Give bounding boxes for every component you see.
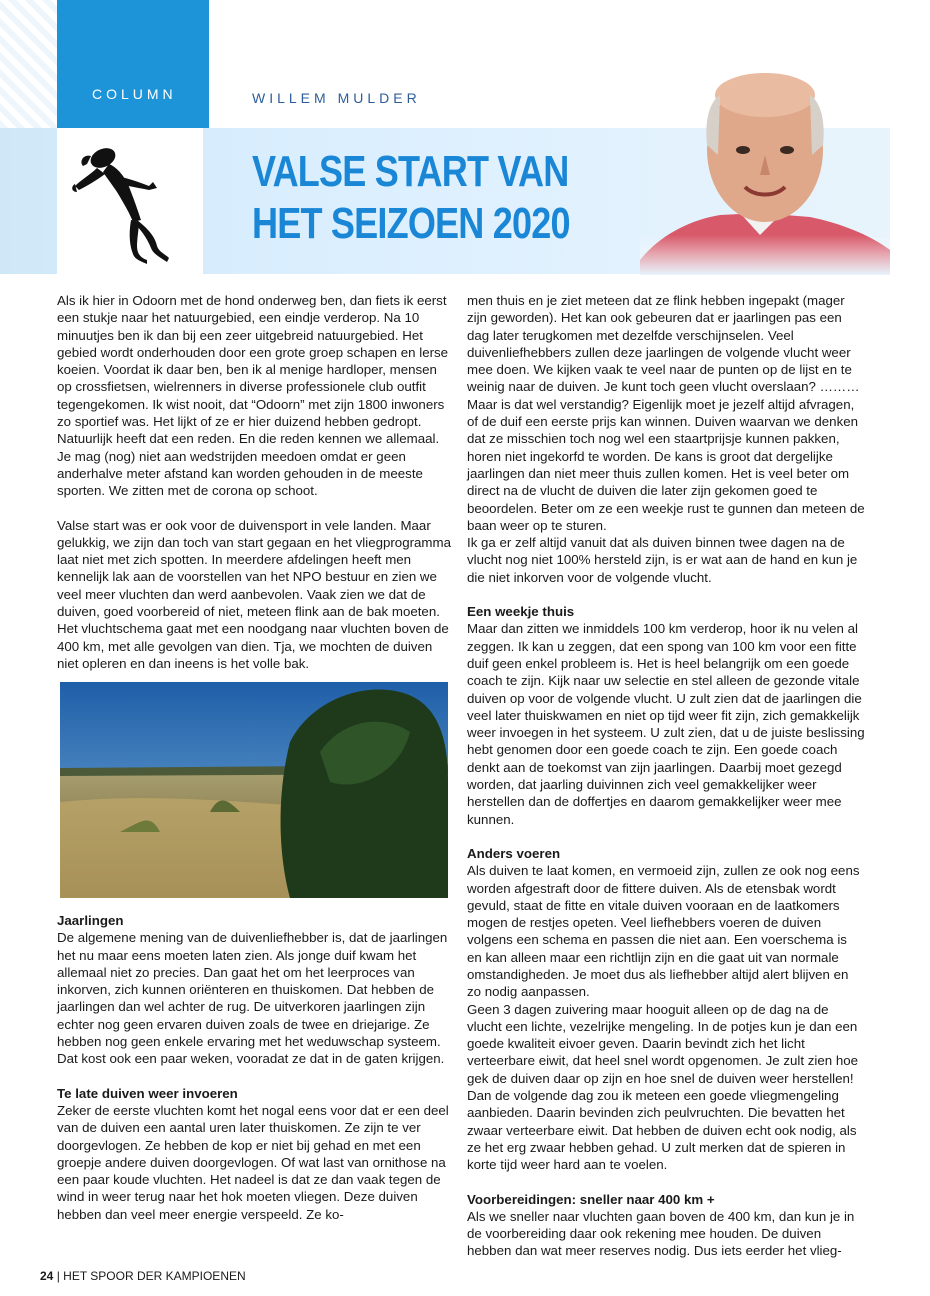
heathland-photo-image	[60, 682, 448, 898]
column-label: COLUMN	[92, 86, 177, 102]
author-name: WILLEM MULDER	[252, 90, 421, 106]
title-line-2: HET SEIZOEN 2020	[252, 199, 570, 248]
paragraph-herstel: Ik ga er zelf altijd vanuit dat als duiven binnen twee dagen na de vlucht nog niet 100% hersteld zijn, is er wat aan de hand en kun je die niet inkorven voor de volgende vlucht.	[467, 535, 858, 585]
heading-voorbereidingen: Voorbereidingen: sneller naar 400 km +	[467, 1191, 715, 1207]
column-tag-block	[57, 0, 209, 128]
title-line-1: VALSE START VAN	[252, 147, 569, 196]
paragraph-een-weekje-thuis: Maar dan zitten we inmiddels 100 km verderop, hoor ik nu velen al zeggen. Ik kan u zeggen, dat een spong van 100 km voor een fitte duif geen enkel probleem is. Het is heel belangrijk om een goede coach te zijn. Kijk naar uw selectie en stel alleen de gezonde vitale duiven op voor de volgende vlucht. U zult zien dat de jaarlingen die veel later thuiskwamen en niet op tijd weer fit zijn, zich gemakkelijk weer invoegen in het systeem. U zult zien, dat u de juiste beslissing hebt genomen door een goede coach te zijn. Een goede coach denkt aan de toekomst van zijn jaarlingen. Daarbij moet gezegd worden, dat jaarling duivinnen zich veel gemakkelijker weer herstellen dan de doffertjes en daarom gemakkelijker weer mee kunnen.	[467, 621, 865, 827]
paragraph-jaarlingen: De algemene mening van de duivenliefhebber is, dat de jaarlingen het nu maar eens moeten laten zien. Als jonge duif kwam het allemaal niet zo precies. Dan gaat het om het leerproces van inkorven, zich kunnen oriënteren en thuiskomen. Dat hebben de jaarlingen dan wel achter de rug. De uitverkoren jaarlingen zijn echter nog geen ervaren duiven zoals de twee en driejarige. Ze hebben nog geen enkele ervaring met het weduwschap systeem. Dat kost ook een paar weken, vooradat ze dat in de gaten krijgen.	[57, 930, 448, 1067]
magazine-name: HET SPOOR DER KAMPIOENEN	[63, 1269, 246, 1283]
author-portrait-image	[640, 55, 890, 275]
mascot-figure	[57, 128, 203, 274]
heading-anders-voeren: Anders voeren	[467, 845, 561, 861]
paragraph-intro: Als ik hier in Odoorn met de hond onderweg ben, dan fiets ik eerst een stukje naar het natuurgebied, een eindje verderop. Na 10 minuutjes ben ik dan bij een zeer uitgebreid natuurgebied. Het gebied wordt onderhouden door een grote groep schapen en lerse koeien. Voordat ik daar ben, ben ik al menige hardloper, mensen op crossfietsen, wielrenners in diverse professionele club outfit tegengekomen. Ik wist nooit, dat “Odoorn” met zijn 1800 inwoners zo sportief was. Het lijkt of ze er hier duizend hebben gedropt. Natuurlijk heeft dat een reden. En die reden kennen we allemaal. Je mag (nog) niet aan wedstrijden meedoen omdat er geen anderhalve meter afstand kan worden gehouden in de meeste sporten. We zitten met de corona op schoot.	[57, 293, 449, 499]
paragraph-anders-voeren: Als duiven te laat komen, en vermoeid zijn, zullen ze ook nog eens worden afgestraft door de fittere duiven. Als de etensbak wordt gevuld, staat de fitte en vitale duiven vooraan en de laatkomers mogen de restjes opeten. Veel liefhebbers voeren de duiven volgens een schema en passen die niet aan. Een voerschema is en kan alleen maar een richtlijn zijn en die gaat uit van normale omstandigheden. Je moet dus als liefhebber altijd alert blijven en zo nodig aanpassen.	[467, 863, 860, 1000]
column-left-top	[57, 292, 452, 689]
page-footer	[40, 1269, 246, 1283]
heathland-photo	[60, 682, 448, 898]
heading-te-late-duiven: Te late duiven weer invoeren	[57, 1085, 238, 1101]
paragraph-valse-start: Valse start was er ook voor de duivensport in vele landen. Maar gelukkig, we zijn dan toch van start gegaan en het vliegprogramma laat niet met zich spotten. In meerdere afdelingen heeft men kennelijk lak aan de voorstellen van het NPO bestuur en zien we veel meer vluchten dan werd aanbevolen. Vaak zien we dat de duiven, goed voorbereid of niet, meteen flink aan de bak moeten. Het vluchtschema gaat met een noodgang naar vluchten boven de 400 km, met alle gevolgen van dien. Tja, we mochten de duiven niet opleren en dan ineens is het volle bak.	[57, 517, 451, 671]
heading-jaarlingen: Jaarlingen	[57, 913, 124, 928]
mascot-figure-icon	[57, 128, 203, 274]
footer-separator: |	[56, 1269, 60, 1283]
page-number: 24	[40, 1269, 54, 1283]
heading-een-weekje-thuis: Een weekje thuis	[467, 604, 575, 620]
paragraph-zuivering: Geen 3 dagen zuivering maar hooguit alleen op de dag na de vlucht een lichte, vezelrijke mengeling. In de potjes kun je dan een goede kwaliteit eivoer geven. Daarin bevindt zich het licht verteerbare eiwit, dat heel snel wordt opgenomen. Je zult zien hoe gek de duiven daar op zijn en hoe snel de duiven weer herstellen! Dan de volgende dag zou ik meteen een goede vliegmengeling aanbieden. Daarin bevinden zich peulvruchten. Die bevatten het zwaar verteerbare eiwit. Dat hebben de duiven echt ook nodig, als ze het erg zwaar hebben gehad. U zult merken dat de spieren in korte tijd weer hard aan te voelen.	[467, 1001, 859, 1173]
article-title	[252, 146, 570, 250]
column-left-bottom	[57, 912, 452, 1240]
header-pattern	[0, 0, 57, 128]
author-portrait	[640, 55, 890, 275]
paragraph-voorbereidingen: Als we sneller naar vluchten gaan boven de 400 km, dan kun je in de voorbereiding daar ook rekening mee houden. De duiven hebben dan wat meer reserves nodig. Dus iets eerder het vlieg-	[467, 1208, 855, 1259]
column-right	[467, 292, 865, 1277]
paragraph-continued: men thuis en je ziet meteen dat ze flink hebben ingepakt (mager zijn geworden). Het kan ook gebeuren dat er jaarlingen pas een dag later terugkomen met dezelfde verschijnselen. Veel duivenliefhebbers zullen deze jaarlingen de volgende vlucht weer mee doen. We kijken vaak te veel naar de punten op de lijst en te weinig naar de duiven. Je kunt toch geen vlucht overslaan? ………Maar is dat wel verstandig? Eigenlijk moet je jezelf altijd afvragen, of de duif een eerste prijs kan winnen. Duiven waarvan we denken dat ze misschien toch nog wel een staartprijsje kunnen pakken, horen niet ingekorfd te worden. De kans is groot dat dergelijke jaarlingen dan niet meer thuis zullen komen. Het is veel beter om direct na de vlucht de duiven die later zijn gekomen goed te beoordelen. Beter om ze een weekje rust te gunnen dan meteen de baan weer op te sturen.	[467, 293, 865, 533]
paragraph-te-late-duiven: Zeker de eerste vluchten komt het nogal eens voor dat er een deel van de duiven een aantal uren later thuiskomen. Ze zijn te ver doorgevlogen. Ze hebben de kop er niet bij gehad en met een groepje andere duiven doorgevlogen. Of wat last van ornithose na een paar koude vluchten. Het nadeel is dat ze dan vaak tegen de wind in weer terug naar het hok moeten vliegen. Deze duiven hebben dan veel meer energie verspeeld. Ze ko-	[57, 1102, 449, 1222]
